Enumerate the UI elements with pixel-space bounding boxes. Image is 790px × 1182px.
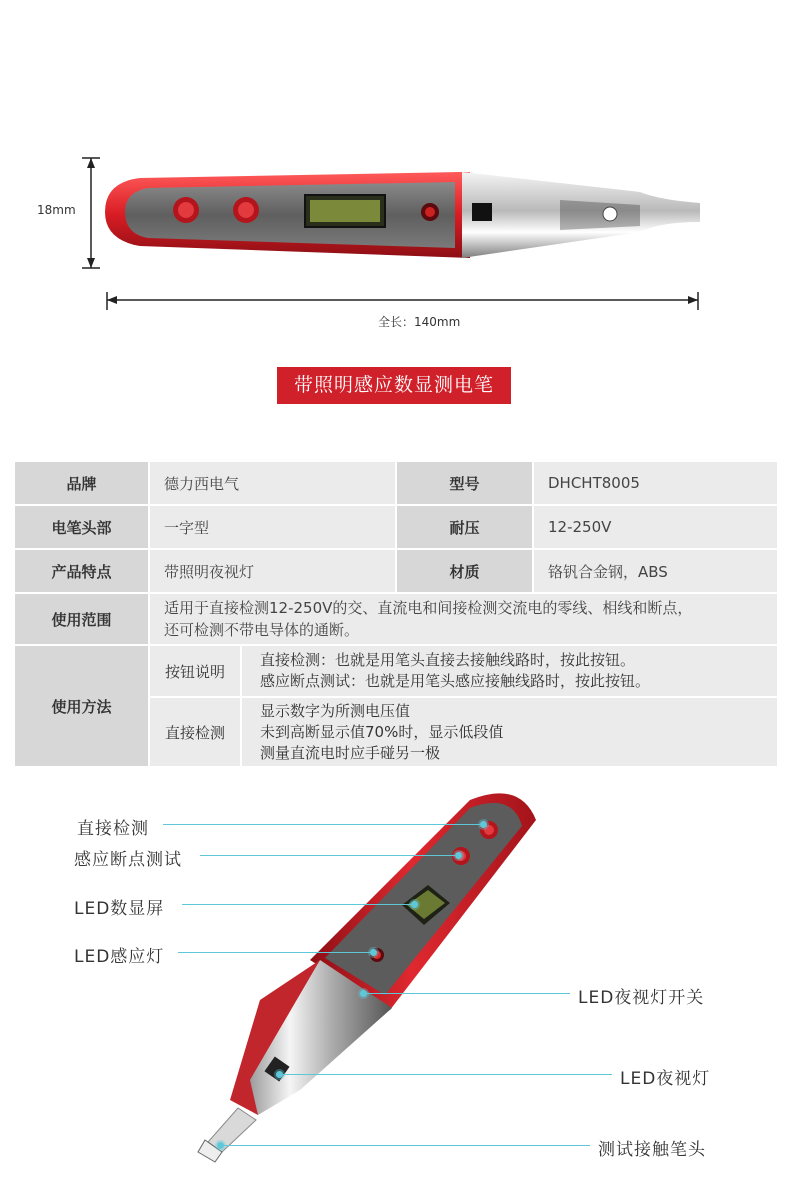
leader-line (222, 1145, 590, 1146)
leader-dot (217, 1142, 224, 1149)
brand-label: 品牌 (15, 462, 150, 506)
direct-line-2: 未到高断显示值70%时，显示低段值 (260, 722, 504, 741)
pen-diagonal-image (0, 780, 790, 1180)
callout-led-sensor: LED感应灯 (74, 947, 165, 967)
range-value (150, 594, 779, 646)
direct-detect-value (242, 698, 779, 768)
material-value: 铬钒合金钢，ABS (534, 550, 779, 594)
leader-dot (455, 852, 462, 859)
leader-line (365, 993, 570, 994)
leader-line (200, 855, 455, 856)
leader-dot (276, 1071, 283, 1078)
pen-top-view-image (0, 0, 790, 340)
feature-value: 带照明夜视灯 (150, 550, 397, 594)
voltage-value: 12-250V (534, 506, 779, 550)
leader-dot (370, 949, 377, 956)
direct-line-1: 显示数字为所测电压值 (260, 701, 411, 720)
model-value: DHCHT8005 (534, 462, 779, 506)
leader-line (163, 824, 480, 825)
feature-label: 产品特点 (15, 550, 150, 594)
direct-line-3: 测量直流电时应手碰另一极 (260, 743, 441, 762)
leader-line (182, 904, 414, 905)
button-desc-value (242, 646, 779, 698)
leader-line (178, 952, 370, 953)
callout-direct-detect: 直接检测 (77, 819, 149, 839)
button-line-2: 感应断点测试：也就是用笔头感应接触线路时，按此按钮。 (260, 672, 651, 690)
brand-value: 德力西电气 (150, 462, 397, 506)
height-dimension-label: 18mm (37, 203, 76, 217)
range-line-1: 适用于直接检测12-250V的交、直流电和间接检测交流电的零线、相线和断点， (164, 599, 693, 617)
table-row (15, 550, 779, 594)
table-row (15, 506, 779, 550)
button-line-1: 直接检测：也就是用笔头直接去接触线路时，按此按钮。 (260, 651, 636, 669)
range-line-2: 还可检测不带电导体的通断。 (164, 621, 360, 639)
table-row (15, 594, 779, 646)
table-row (15, 646, 779, 768)
length-dimension-label: 全长：140mm (378, 315, 461, 329)
callout-night-light: LED夜视灯 (620, 1069, 711, 1089)
callout-induction-test: 感应断点测试 (74, 850, 182, 870)
model-label: 型号 (397, 462, 534, 506)
leader-line (281, 1074, 612, 1075)
callout-night-switch: LED夜视灯开关 (578, 988, 705, 1008)
range-label: 使用范围 (15, 594, 150, 646)
material-label: 材质 (397, 550, 534, 594)
spec-table (15, 462, 779, 768)
leader-dot (480, 821, 487, 828)
table-row (15, 462, 779, 506)
leader-dot (411, 901, 418, 908)
tip-value: 一字型 (150, 506, 397, 550)
callout-led-screen: LED数显屏 (74, 899, 165, 919)
button-desc-label: 按钮说明 (150, 646, 242, 698)
product-title-banner: 带照明感应数显测电笔 (277, 367, 511, 404)
callout-probe-tip: 测试接触笔头 (598, 1140, 706, 1160)
voltage-label: 耐压 (397, 506, 534, 550)
tip-label: 电笔头部 (15, 506, 150, 550)
method-label: 使用方法 (15, 646, 150, 768)
direct-detect-label: 直接检测 (150, 698, 242, 768)
leader-dot (360, 990, 367, 997)
